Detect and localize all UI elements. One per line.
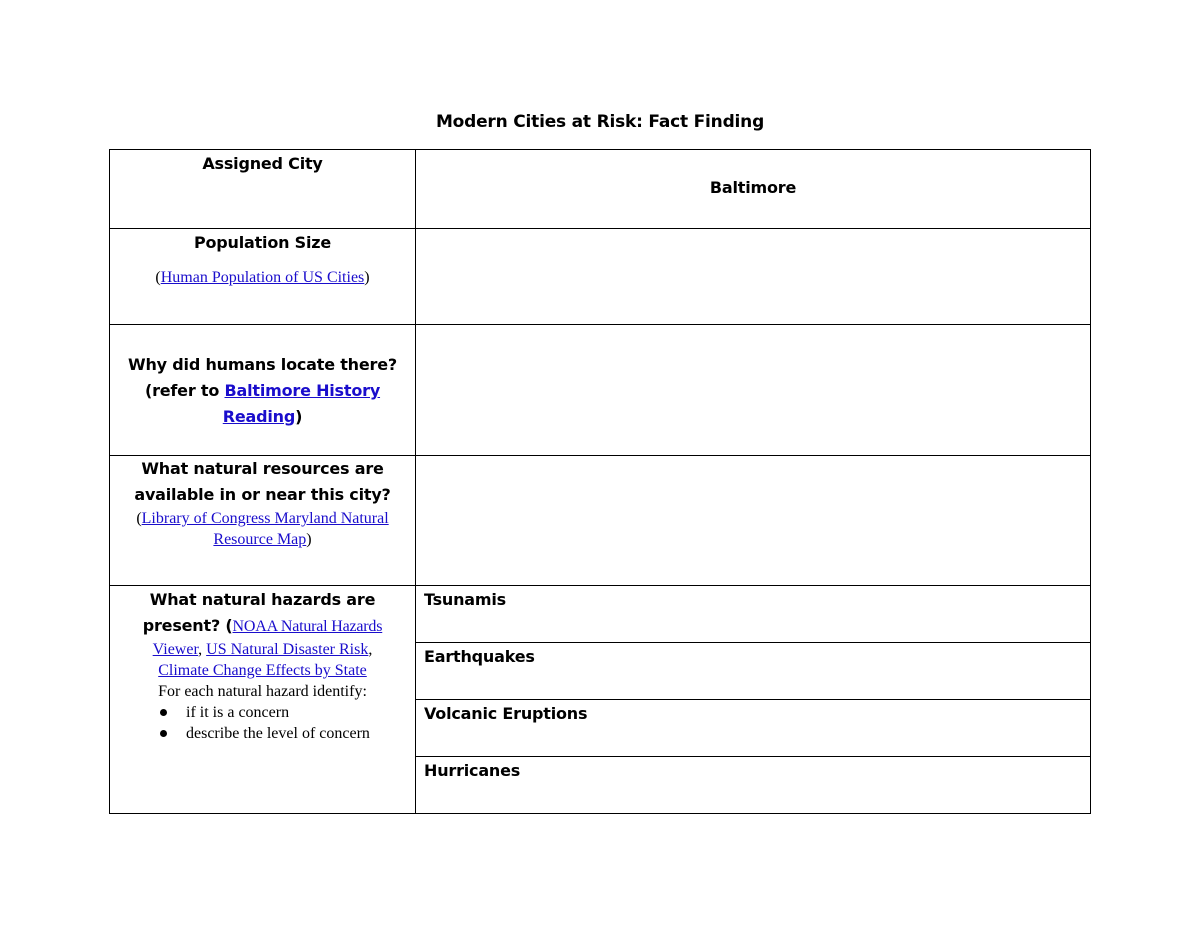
natural-hazards-label-cell	[110, 586, 416, 814]
page-title: Modern Cities at Risk: Fact Finding	[435, 112, 765, 132]
noaa-hazards-viewer-link[interactable]: NOAA Natural Hazards	[232, 618, 383, 635]
baltimore-history-link-cont[interactable]: Reading	[222, 407, 296, 426]
natural-resources-question-line2: available in or near this city?	[134, 485, 391, 504]
climate-change-effects-link[interactable]: Climate Change Effects by State	[158, 662, 367, 679]
hazard-label-tsunamis: Tsunamis	[424, 590, 506, 609]
natural-resources-open-paren: (	[136, 510, 142, 527]
natural-resources-answer-cell[interactable]	[416, 456, 1091, 586]
loc-maryland-map-link[interactable]: Library of Congress Maryland Natural	[141, 510, 389, 527]
assigned-city-label: Assigned City	[202, 154, 323, 173]
us-natural-disaster-risk-link[interactable]: US Natural Disaster Risk	[206, 641, 369, 658]
natural-hazards-question-line1: What natural hazards are	[149, 590, 376, 609]
hazard-cell-volcanic-eruptions[interactable]	[416, 700, 1091, 757]
natural-resources-label	[110, 456, 415, 508]
why-located-reference-line2	[110, 404, 415, 430]
population-source	[110, 267, 415, 288]
natural-hazards-sources	[110, 639, 415, 702]
hazards-separator-1: ,	[198, 641, 207, 658]
why-located-close-paren: )	[295, 407, 303, 426]
population-answer-cell[interactable]	[416, 229, 1091, 325]
hazards-instruction: For each natural hazard identify:	[158, 683, 367, 700]
table-row-natural-resources	[110, 456, 1091, 586]
hazards-bullet-list	[110, 702, 415, 744]
why-located-refer-prefix: (refer to	[144, 381, 225, 400]
why-located-question: Why did humans locate there?	[128, 355, 397, 374]
hazards-separator-2: ,	[368, 641, 373, 658]
hazard-cell-tsunamis[interactable]	[416, 586, 1091, 643]
table-row-population	[110, 229, 1091, 325]
hazard-label-hurricanes: Hurricanes	[424, 761, 521, 780]
fact-finding-table	[109, 149, 1091, 814]
why-located-answer-cell[interactable]	[416, 325, 1091, 456]
assigned-city-value: Baltimore	[709, 178, 797, 197]
noaa-hazards-viewer-link-cont[interactable]: Viewer	[152, 641, 199, 658]
list-item: if it is a concern	[152, 702, 415, 723]
hazard-label-volcanic-eruptions: Volcanic Eruptions	[424, 704, 588, 723]
assigned-city-label-cell	[110, 150, 416, 229]
population-link[interactable]: Human Population of US Cities	[160, 269, 365, 286]
why-located-label	[110, 325, 415, 430]
hazard-cell-earthquakes[interactable]	[416, 643, 1091, 700]
population-label: Population Size	[193, 233, 332, 252]
natural-hazards-question-line2: present? (	[142, 616, 233, 635]
natural-resources-source	[110, 508, 415, 550]
natural-resources-label-cell	[110, 456, 416, 586]
baltimore-history-link[interactable]: Baltimore History	[224, 381, 381, 400]
natural-resources-question-line1: What natural resources are	[141, 459, 384, 478]
hazard-cell-hurricanes[interactable]	[416, 757, 1091, 814]
why-located-reference	[110, 378, 415, 404]
natural-resources-close-paren: )	[306, 531, 312, 548]
why-located-label-cell	[110, 325, 416, 456]
population-open-paren: (	[155, 269, 161, 286]
assigned-city-value-cell[interactable]	[416, 150, 1091, 229]
population-close-paren: )	[364, 269, 370, 286]
table-row-assigned-city	[110, 150, 1091, 229]
table-row-natural-hazards	[110, 586, 1091, 643]
hazard-label-earthquakes: Earthquakes	[424, 647, 535, 666]
population-label-cell	[110, 229, 416, 325]
list-item: describe the level of concern	[152, 723, 415, 744]
loc-maryland-map-link-cont[interactable]: Resource Map	[213, 531, 307, 548]
table-row-why-located	[110, 325, 1091, 456]
natural-hazards-label	[110, 586, 415, 639]
